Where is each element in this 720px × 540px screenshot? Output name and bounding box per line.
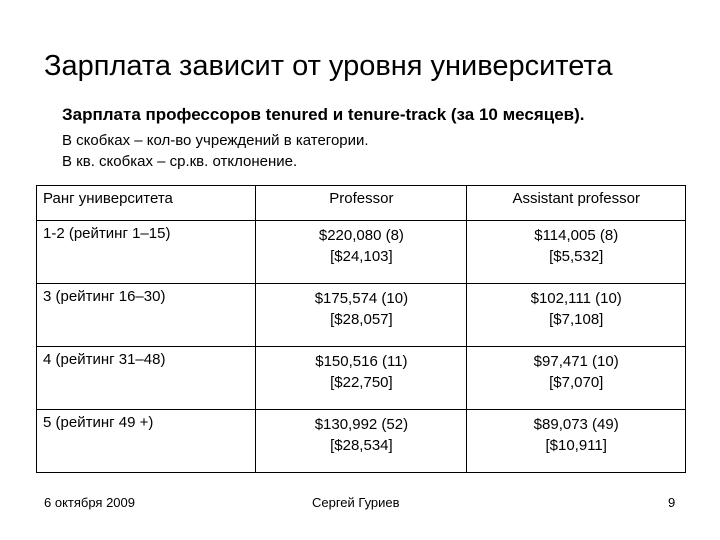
assistant-cell [467, 284, 686, 347]
table-header-row [37, 186, 686, 221]
assistant-sd: [$7,108] [549, 311, 604, 328]
header-professor: Professor [256, 186, 467, 221]
professor-salary: $130,992 (52) [314, 416, 409, 433]
note-brackets: В скобках – кол-во учреждений в категории. [62, 132, 369, 149]
assistant-cell [467, 410, 686, 473]
table-row [37, 221, 686, 284]
assistant-sd: [$7,070] [549, 374, 604, 391]
slide-title: Зарплата зависит от уровня университета [44, 50, 613, 82]
assistant-cell [467, 347, 686, 410]
rank-cell [37, 221, 256, 284]
rank-label: 1-2 (рейтинг 1–15) [43, 225, 171, 242]
professor-cell [256, 347, 467, 410]
assistant-cell [467, 221, 686, 284]
professor-cell [256, 284, 467, 347]
salary-table [36, 185, 686, 473]
assistant-sd: [$10,911] [545, 437, 607, 454]
slide-subtitle: Зарплата профессоров tenured и tenure-track (за 10 месяцев). [62, 105, 585, 124]
assistant-salary: $97,471 (10) [533, 353, 619, 370]
rank-label: 3 (рейтинг 16–30) [43, 288, 166, 305]
professor-salary: $175,574 (10) [314, 290, 409, 307]
rank-cell [37, 284, 256, 347]
professor-sd: [$28,534] [330, 437, 393, 454]
header-assistant-professor: Assistant professor [467, 186, 686, 221]
professor-salary: $150,516 (11) [315, 353, 408, 370]
professor-salary: $220,080 (8) [318, 227, 404, 244]
assistant-salary: $102,111 (10) [530, 290, 622, 307]
table-row [37, 284, 686, 347]
assistant-salary: $114,005 (8) [534, 227, 619, 244]
footer-date: 6 октября 2009 [44, 495, 135, 510]
table-row [37, 410, 686, 473]
professor-cell [256, 221, 467, 284]
professor-sd: [$28,057] [330, 311, 393, 328]
assistant-salary: $89,073 (49) [533, 416, 619, 433]
professor-sd: [$24,103] [330, 248, 393, 265]
rank-cell [37, 410, 256, 473]
table-row [37, 347, 686, 410]
assistant-sd: [$5,532] [549, 248, 604, 265]
rank-label: 4 (рейтинг 31–48) [43, 351, 166, 368]
header-rank: Ранг университета [37, 186, 256, 221]
page-number: 9 [668, 495, 676, 510]
rank-label: 5 (рейтинг 49 +) [43, 414, 154, 431]
note-square-brackets: В кв. скобках – ср.кв. отклонение. [62, 153, 298, 170]
footer-author: Сергей Гуриев [312, 495, 400, 510]
professor-cell [256, 410, 467, 473]
rank-cell [37, 347, 256, 410]
professor-sd: [$22,750] [330, 374, 393, 391]
